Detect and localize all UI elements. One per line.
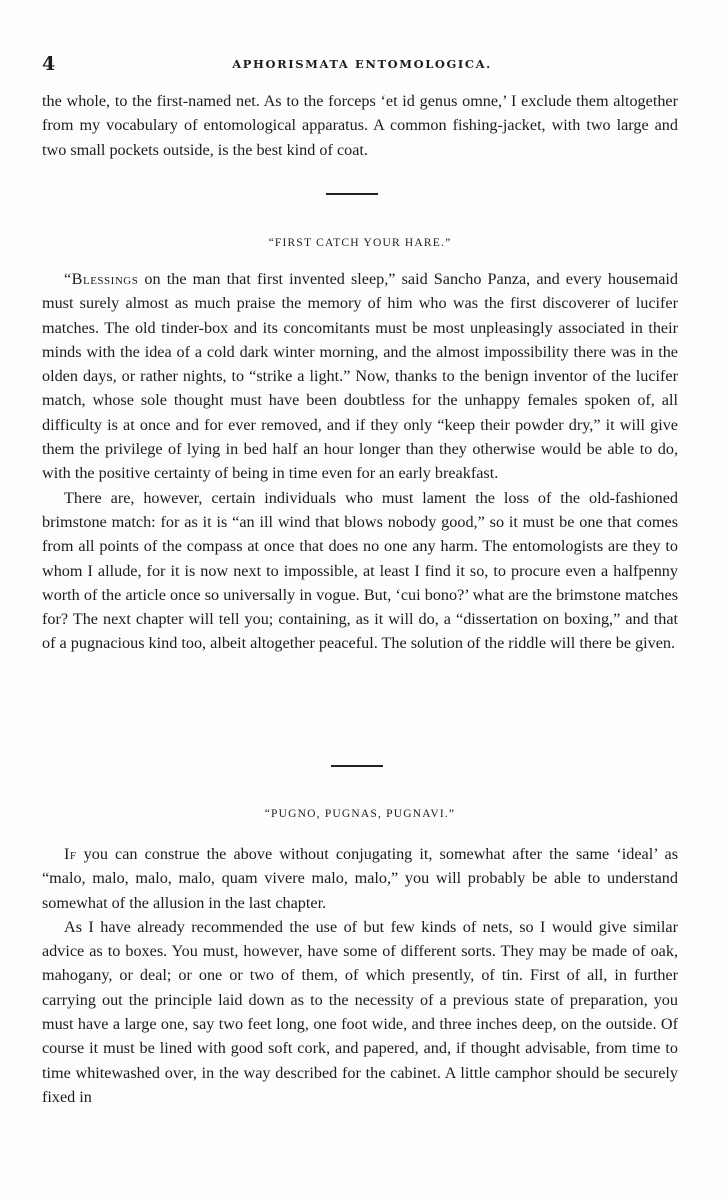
section-heading-first-catch: “FIRST CATCH YOUR HARE.” [268,237,452,249]
running-title: APHORISMATA ENTOMOLOGICA. [232,57,492,71]
section-divider-rule [331,765,383,767]
section1-paragraph-1 [42,267,678,486]
section2-lead-word: If [64,845,77,863]
section2-paragraph-2: As I have already recommended the use of but few kinds of nets, so I would give similar advice as to boxes. You must, however, have some of different sorts. They may be made of oak, mahogany, or deal; or one or two of them, of which presently, of tin. First of all, in further carrying out the principle laid down as to the necessity of a previous state of preparation, you must have a large one, say two feet long, one foot wide, and three inches deep, on the outside. Of course it must be lined with good soft cork, and papered, and, if thought advisable, from time to time whitewashed over, in the way described for the cabinet. A little camphor should be securely fixed in [42,917,678,1106]
section1-paragraph-2: There are, however, certain individuals who must lament the loss of the old-fashioned brimstone match: for as it is “an ill wind that blows nobody good,” so it must be one that comes from all points of the compass at once that does no one any harm. The entomologists are they to whom I allude, for it is now next to impossible, at least I find it so, to procure even a halfpenny worth of the article once so universally in vogue. But, ‘cui bono?’ what are the brimstone matches for? The next chapter will tell you; containing, as it will do, a “dissertation on boxing,” and that of a pugnacious kind too, albeit altogether peaceful. The solution of the riddle will there be given. [42,488,678,653]
section2-paragraph-1 [42,842,678,915]
page-number: 4 [42,53,56,75]
section1-lead-word: “Blessings [64,270,139,288]
intro-paragraph: the whole, to the first-named net. As to the forceps ‘et id genus omne,’ I exclude them altogether from my vocabulary of entomological apparatus. A common fishing-jacket, with two large and two small pockets outside, is the best kind of coat. [42,92,678,159]
page-header [42,53,682,77]
section-heading-pugno: “PUGNO, PUGNAS, PUGNAVI.” [264,808,456,820]
section1-text-block [42,267,678,656]
section1-paragraph-1-body: on the man that first invented sleep,” said Sancho Panza, and every housemaid must surely almost as much praise the memory of him who was the first discoverer of lucifer matches. The old tinder-box and its concomitants must be most unpleasingly associated in their minds with the idea of a cold dark winter morning, and the almost impossibility there was in the olden days, or rather nights, to “strike a light.” Now, thanks to the benign inventor of the lucifer match, whose sole thought must have been doubtless for the unhappy females spoken of, all difficulty is at once and for ever removed, and if they only “keep their powder dry,” it will give them the privilege of lying in bed half an hour longer than they otherwise would be able to do, with the positive certainty of being in time even for an early breakfast. [42,270,678,483]
section-divider-rule [326,193,378,195]
section2-text-block [42,842,678,1109]
intro-text-block [42,89,678,162]
section2-paragraph-1-body: you can construe the above without conjugating it, somewhat after the same ‘ideal’ as “malo, malo, malo, malo, quam vivere malo, malo,” you will probably be able to understand somewhat of the allusion in the last chapter. [42,845,678,912]
